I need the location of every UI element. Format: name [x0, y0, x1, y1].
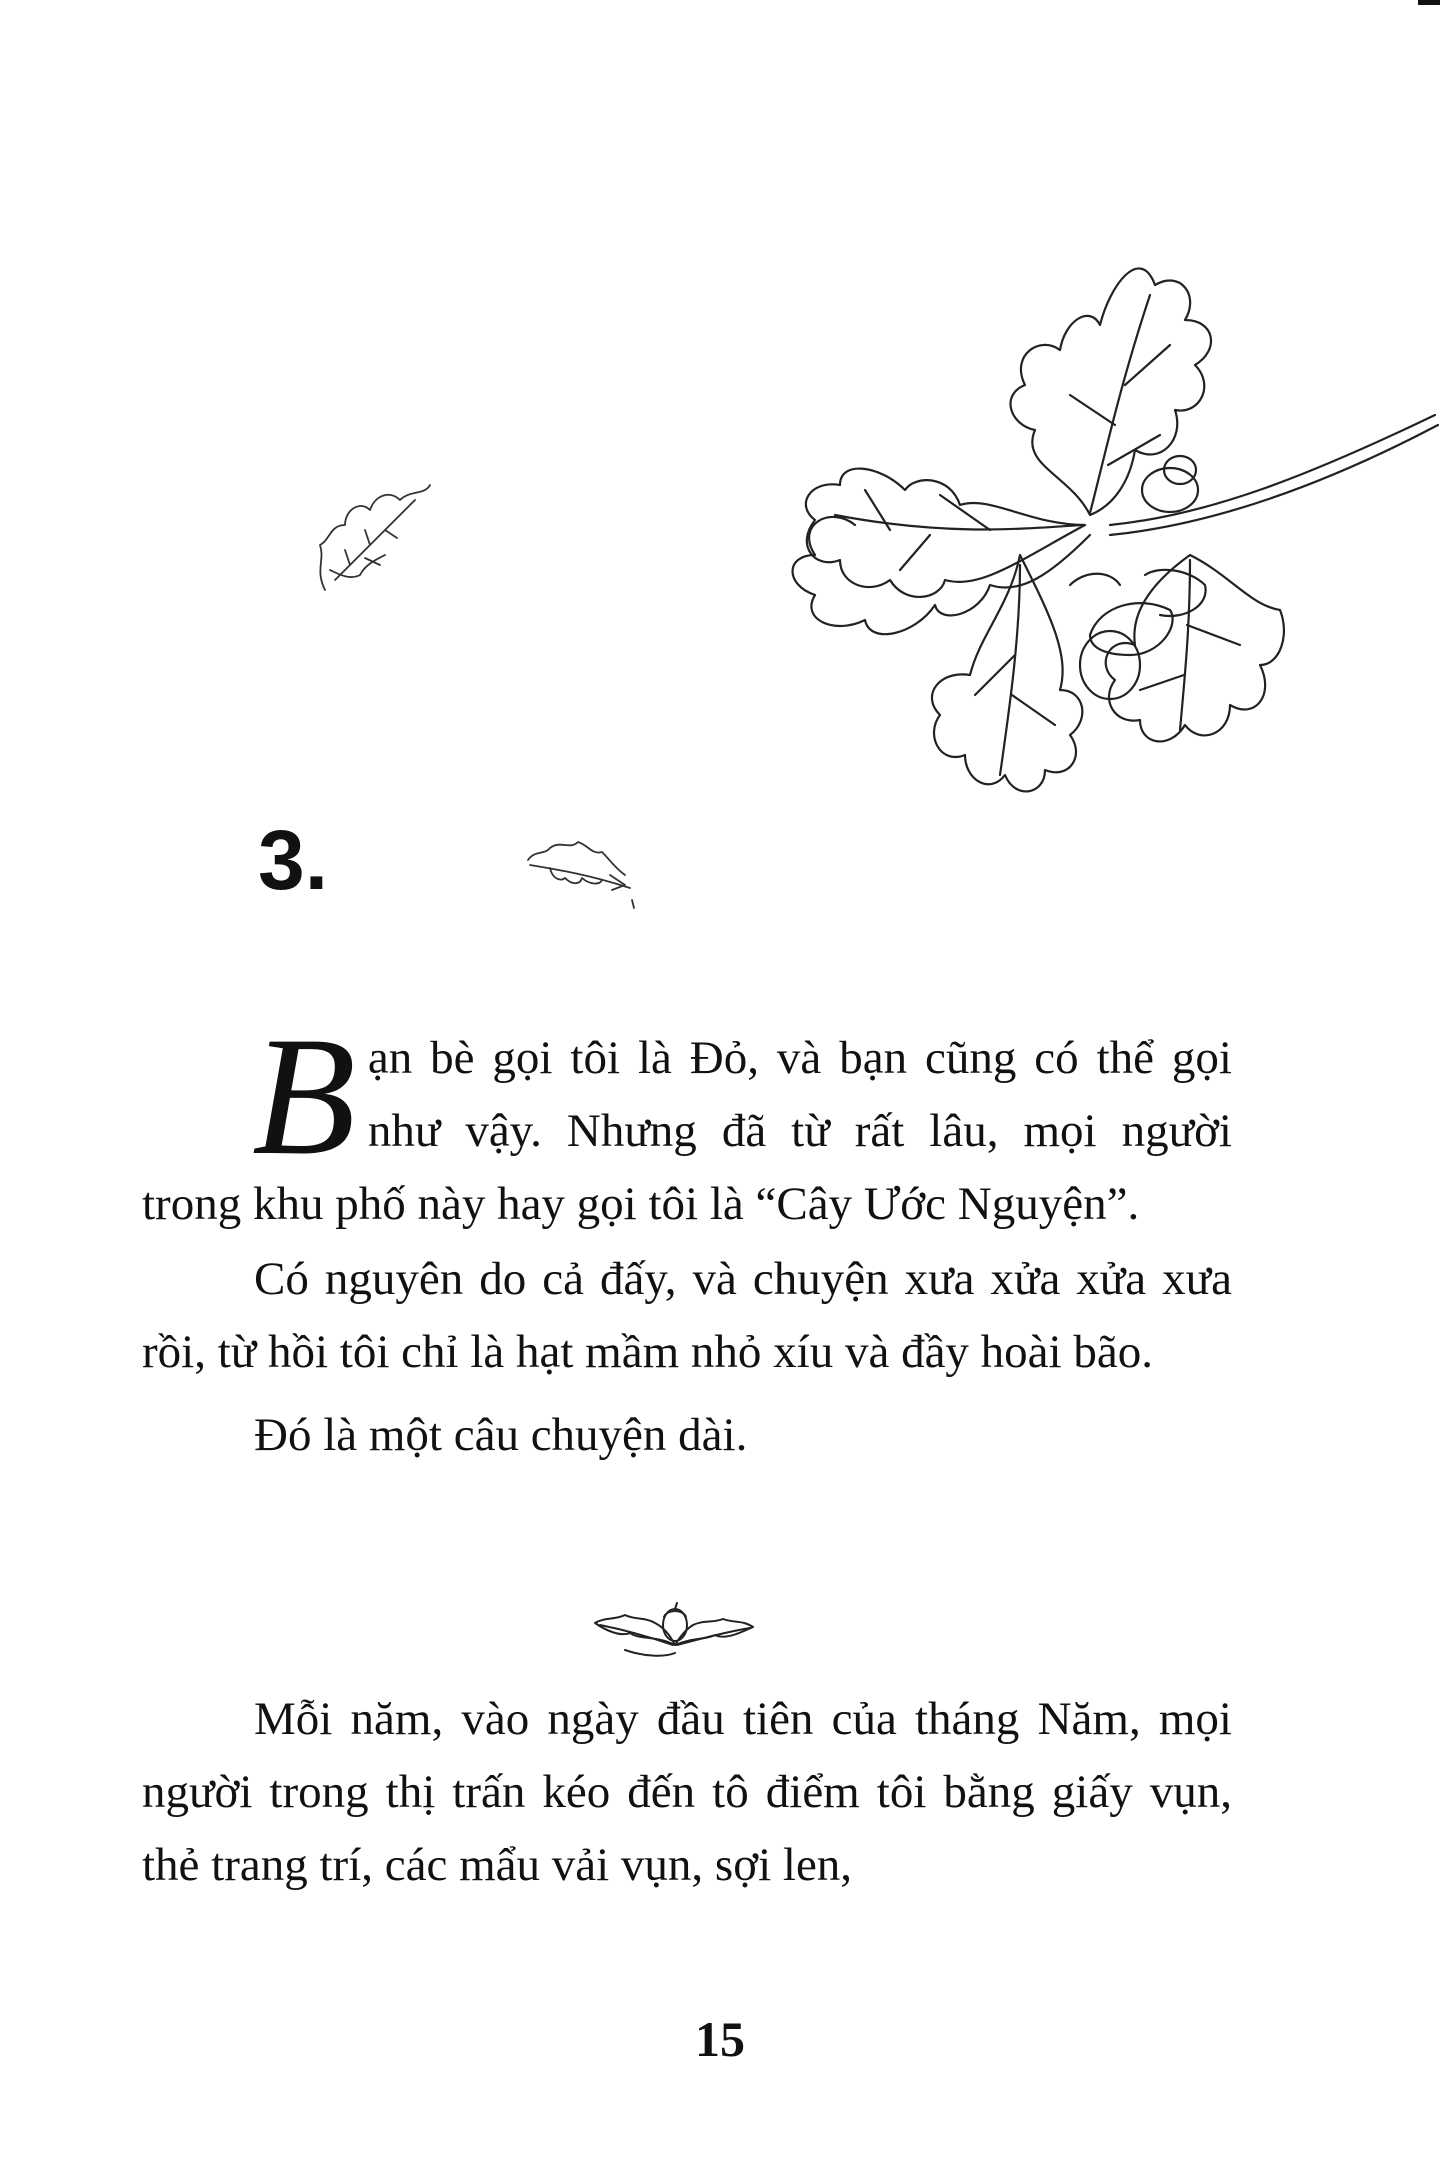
section-divider-ornament	[585, 1595, 765, 1665]
drop-cap: B	[252, 1002, 356, 1190]
body-paragraphs	[142, 1243, 1232, 1472]
opening-paragraph	[142, 1002, 1232, 1241]
body-paragraph: Có nguyên do cả đấy, và chuyện xưa xửa xửa xưa rồi, từ hồi tôi chỉ là hạt mầm nhỏ xíu và đầy hoài bão.	[142, 1253, 1232, 1378]
chapter-leaf-illustration	[520, 830, 640, 910]
right-oak-leaf	[1106, 555, 1284, 741]
opening-paragraph-text: ạn bè gọi tôi là Đỏ, và bạn cũng có thể gọi như vậy. Nhưng đã từ rất lâu, mọi người trong khu phố này hay gọi tôi là “Cây Ước Nguyện”.	[142, 1032, 1232, 1230]
acorn-cup	[1090, 603, 1173, 655]
chapter-number: 3.	[258, 813, 329, 907]
body-paragraph: Mỗi năm, vào ngày đầu tiên của tháng Năm, mọi người trong thị trấn kéo đến tô điểm tôi bằng giấy vụn, thẻ trang trí, các mẩu vải vụn, sợi len,	[142, 1693, 1232, 1891]
page-number: 15	[695, 2011, 745, 2067]
falling-leaf-illustration	[305, 470, 435, 600]
page-edge-mark	[1418, 0, 1440, 5]
lower-left-oak-leaf	[793, 517, 1091, 634]
body-paragraph: Đó là một câu chuyện dài.	[254, 1409, 748, 1461]
oak-leaves-illustration	[690, 225, 1440, 825]
continuing-paragraph	[142, 1683, 1232, 1902]
bottom-oak-leaf	[932, 555, 1082, 791]
left-oak-leaf	[806, 469, 1085, 597]
top-oak-leaf	[1011, 268, 1211, 515]
acorn-cap	[1142, 468, 1198, 512]
